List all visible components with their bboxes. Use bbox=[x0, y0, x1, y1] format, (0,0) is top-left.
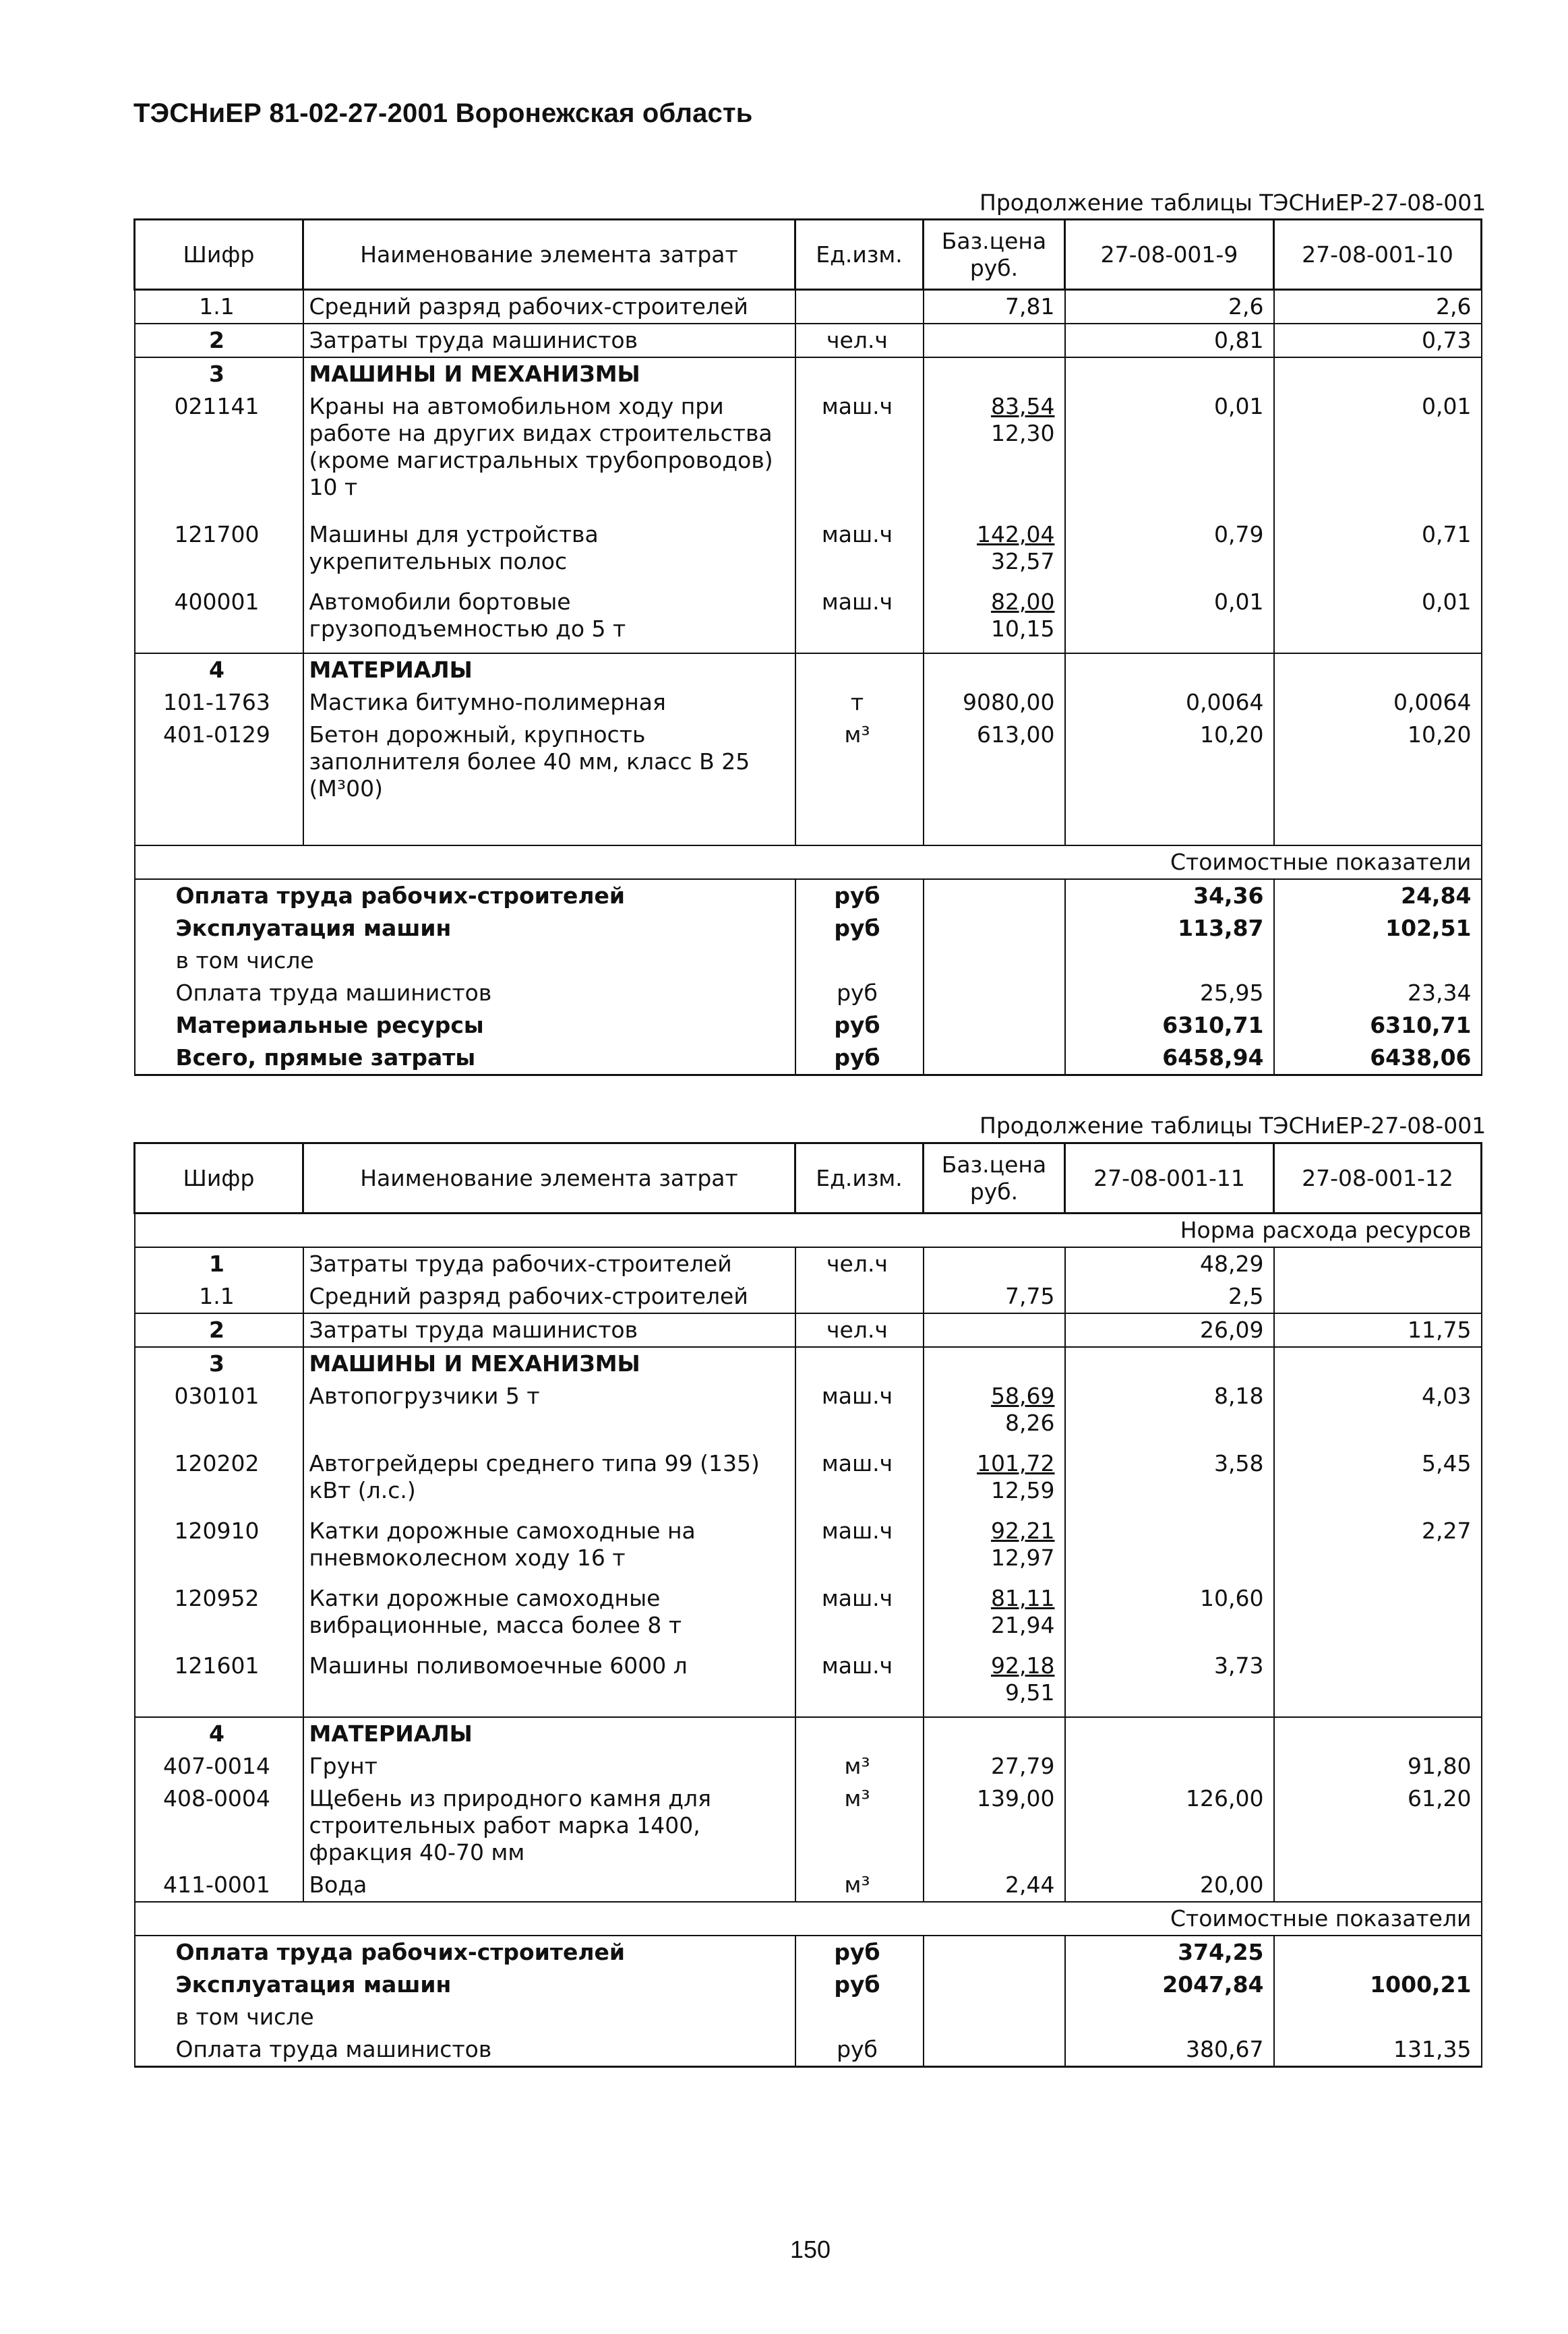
row-value-2: 0,71 bbox=[1274, 518, 1482, 586]
row-code: 3 bbox=[135, 357, 303, 390]
row-value-2 bbox=[1274, 1717, 1482, 1750]
row-name: Катки дорожные самоходные на пневмоколесном ходу 16 т bbox=[303, 1515, 795, 1582]
cost-label: Оплата труда рабочих-строителей bbox=[135, 1936, 795, 1969]
row-price bbox=[924, 1582, 1065, 1650]
cost-row bbox=[135, 2001, 1482, 2033]
price-value: 58,69 bbox=[991, 1383, 1055, 1409]
cost-empty bbox=[924, 1969, 1065, 2001]
cost-label: Эксплуатация машин bbox=[135, 1969, 795, 2001]
row-code: 121601 bbox=[135, 1650, 303, 1717]
cost-value-2: 6438,06 bbox=[1274, 1042, 1482, 1075]
spacer-cell bbox=[135, 805, 303, 845]
col-header-name: Наименование элемента затрат bbox=[303, 220, 795, 290]
cost-label: Всего, прямые затраты bbox=[135, 1042, 795, 1075]
row-unit: маш.ч bbox=[795, 1447, 924, 1515]
row-name: Средний разряд рабочих-строителей bbox=[303, 1280, 795, 1313]
table-row bbox=[135, 324, 1482, 357]
row-value-1: 0,0064 bbox=[1065, 686, 1274, 719]
row-unit bbox=[795, 357, 924, 390]
row-name: Средний разряд рабочих-строителей bbox=[303, 290, 795, 324]
cost-value-2 bbox=[1274, 1936, 1482, 1969]
row-name: Затраты труда рабочих-строителей bbox=[303, 1247, 795, 1280]
spacer-cell bbox=[924, 805, 1065, 845]
cost-unit: руб bbox=[795, 912, 924, 945]
row-code: 401-0129 bbox=[135, 719, 303, 805]
row-price bbox=[924, 1650, 1065, 1717]
row-unit bbox=[795, 1347, 924, 1380]
row-unit: маш.ч bbox=[795, 1380, 924, 1447]
document-title: ТЭСНиЕР 81-02-27-2001 Воронежская область bbox=[133, 98, 753, 128]
row-name: Автопогрузчики 5 т bbox=[303, 1380, 795, 1447]
table-row bbox=[135, 1783, 1482, 1869]
row-unit: чел.ч bbox=[795, 1313, 924, 1347]
row-code: 411-0001 bbox=[135, 1869, 303, 1902]
table-row bbox=[135, 653, 1482, 686]
table-row bbox=[135, 586, 1482, 653]
table-row bbox=[135, 1750, 1482, 1783]
price-value: 613,00 bbox=[977, 721, 1055, 748]
table-row bbox=[135, 1347, 1482, 1380]
row-code: 4 bbox=[135, 653, 303, 686]
cost-row bbox=[135, 2033, 1482, 2067]
table-row bbox=[135, 686, 1482, 719]
row-unit: маш.ч bbox=[795, 1582, 924, 1650]
row-code: 120202 bbox=[135, 1447, 303, 1515]
table-row bbox=[135, 518, 1482, 586]
row-name: Затраты труда машинистов bbox=[303, 324, 795, 357]
col-header-unit: Ед.изм. bbox=[795, 220, 924, 290]
row-value-1: 2,5 bbox=[1065, 1280, 1274, 1313]
row-price bbox=[924, 1783, 1065, 1869]
row-value-1: 48,29 bbox=[1065, 1247, 1274, 1280]
price-value: 7,75 bbox=[1005, 1283, 1055, 1309]
cost-label: Оплата труда машинистов bbox=[135, 977, 795, 1009]
table-row bbox=[135, 1869, 1482, 1902]
row-name: Грунт bbox=[303, 1750, 795, 1783]
price-value: 81,11 bbox=[991, 1585, 1055, 1611]
row-value-2: 5,45 bbox=[1274, 1447, 1482, 1515]
col-header-price: Баз.цена руб. bbox=[924, 220, 1065, 290]
row-price bbox=[924, 1347, 1065, 1380]
row-code: 408-0004 bbox=[135, 1783, 303, 1869]
row-price bbox=[924, 1750, 1065, 1783]
row-price bbox=[924, 290, 1065, 324]
cost-empty bbox=[924, 977, 1065, 1009]
price-machinist-value: 9,51 bbox=[1005, 1679, 1055, 1706]
cost-value-2: 131,35 bbox=[1274, 2033, 1482, 2067]
row-value-1 bbox=[1065, 1750, 1274, 1783]
row-price bbox=[924, 653, 1065, 686]
table-row bbox=[135, 357, 1482, 390]
row-unit bbox=[795, 653, 924, 686]
price-machinist-value: 21,94 bbox=[991, 1612, 1055, 1638]
price-machinist-value: 8,26 bbox=[1005, 1410, 1055, 1436]
cost-value-2 bbox=[1274, 2001, 1482, 2033]
row-value-1 bbox=[1065, 1717, 1274, 1750]
row-value-1: 3,73 bbox=[1065, 1650, 1274, 1717]
cost-value-2: 6310,71 bbox=[1274, 1009, 1482, 1042]
spacer-cell bbox=[303, 805, 795, 845]
row-price bbox=[924, 1717, 1065, 1750]
row-unit: м³ bbox=[795, 1750, 924, 1783]
table1-body bbox=[135, 290, 1482, 1075]
cost-unit bbox=[795, 2001, 924, 2033]
row-value-2 bbox=[1274, 1280, 1482, 1313]
row-value-1: 10,60 bbox=[1065, 1582, 1274, 1650]
cost-header: Стоимостные показатели bbox=[135, 845, 1482, 879]
row-unit: маш.ч bbox=[795, 518, 924, 586]
row-value-1: 10,20 bbox=[1065, 719, 1274, 805]
cost-empty bbox=[924, 912, 1065, 945]
row-name: Вода bbox=[303, 1869, 795, 1902]
row-value-2: 4,03 bbox=[1274, 1380, 1482, 1447]
row-value-1: 3,58 bbox=[1065, 1447, 1274, 1515]
cost-value-1: 6458,94 bbox=[1065, 1042, 1274, 1075]
row-code: 021141 bbox=[135, 390, 303, 518]
row-unit: т bbox=[795, 686, 924, 719]
table2-body bbox=[135, 1214, 1482, 2067]
row-name: МАШИНЫ И МЕХАНИЗМЫ bbox=[303, 357, 795, 390]
cost-value-1: 2047,84 bbox=[1065, 1969, 1274, 2001]
row-value-1 bbox=[1065, 653, 1274, 686]
row-code: 2 bbox=[135, 1313, 303, 1347]
table-row bbox=[135, 290, 1482, 324]
cost-label: Материальные ресурсы bbox=[135, 1009, 795, 1042]
row-value-2: 0,0064 bbox=[1274, 686, 1482, 719]
cost-unit: руб bbox=[795, 1009, 924, 1042]
price-machinist-value: 32,57 bbox=[991, 548, 1055, 574]
price-value: 82,00 bbox=[991, 589, 1055, 615]
price-machinist-value: 10,15 bbox=[991, 616, 1055, 642]
row-value-1: 20,00 bbox=[1065, 1869, 1274, 1902]
row-value-2 bbox=[1274, 653, 1482, 686]
cost-row bbox=[135, 1969, 1482, 2001]
cost-label: Оплата труда рабочих-строителей bbox=[135, 879, 795, 912]
cost-row bbox=[135, 977, 1482, 1009]
row-value-2: 0,01 bbox=[1274, 586, 1482, 653]
row-price bbox=[924, 1280, 1065, 1313]
spacer-cell bbox=[795, 805, 924, 845]
row-value-2: 10,20 bbox=[1274, 719, 1482, 805]
table2-caption: Продолжение таблицы ТЭСНиЕР-27-08-001 bbox=[979, 1112, 1486, 1139]
row-unit: м³ bbox=[795, 1869, 924, 1902]
row-unit bbox=[795, 1280, 924, 1313]
table-row bbox=[135, 1717, 1482, 1750]
row-code: 407-0014 bbox=[135, 1750, 303, 1783]
col-header-name: Наименование элемента затрат bbox=[303, 1143, 795, 1214]
cost-unit: руб bbox=[795, 879, 924, 912]
row-price bbox=[924, 1515, 1065, 1582]
row-name: Мастика битумно-полимерная bbox=[303, 686, 795, 719]
price-machinist-value: 12,59 bbox=[991, 1477, 1055, 1503]
row-unit bbox=[795, 1717, 924, 1750]
cost-value-2: 102,51 bbox=[1274, 912, 1482, 945]
row-code: 120952 bbox=[135, 1582, 303, 1650]
cost-label: Оплата труда машинистов bbox=[135, 2033, 795, 2067]
col-header-code: Шифр bbox=[135, 220, 303, 290]
cost-value-1: 6310,71 bbox=[1065, 1009, 1274, 1042]
cost-row bbox=[135, 1936, 1482, 1969]
row-unit: чел.ч bbox=[795, 1247, 924, 1280]
cost-empty bbox=[924, 2033, 1065, 2067]
row-price bbox=[924, 1247, 1065, 1280]
row-name: МАТЕРИАЛЫ bbox=[303, 1717, 795, 1750]
cost-unit: руб bbox=[795, 977, 924, 1009]
cost-row bbox=[135, 1009, 1482, 1042]
cost-value-1: 113,87 bbox=[1065, 912, 1274, 945]
row-value-2: 11,75 bbox=[1274, 1313, 1482, 1347]
cost-value-2: 1000,21 bbox=[1274, 1969, 1482, 2001]
row-value-1: 0,79 bbox=[1065, 518, 1274, 586]
row-unit: маш.ч bbox=[795, 390, 924, 518]
row-value-2: 2,27 bbox=[1274, 1515, 1482, 1582]
row-price bbox=[924, 1447, 1065, 1515]
table-row bbox=[135, 1515, 1482, 1582]
row-name: Катки дорожные самоходные вибрационные, масса более 8 т bbox=[303, 1582, 795, 1650]
row-value-2 bbox=[1274, 1347, 1482, 1380]
row-code: 2 bbox=[135, 324, 303, 357]
price-machinist-value: 12,30 bbox=[991, 420, 1055, 446]
row-code: 030101 bbox=[135, 1380, 303, 1447]
row-name: Затраты труда машинистов bbox=[303, 1313, 795, 1347]
price-value: 2,44 bbox=[1005, 1872, 1055, 1898]
spacer-cell bbox=[1274, 805, 1482, 845]
row-value-1: 0,01 bbox=[1065, 586, 1274, 653]
table-row bbox=[135, 390, 1482, 518]
cost-unit: руб bbox=[795, 1042, 924, 1075]
cost-value-2 bbox=[1274, 945, 1482, 977]
row-name: МАШИНЫ И МЕХАНИЗМЫ bbox=[303, 1347, 795, 1380]
cost-value-1 bbox=[1065, 945, 1274, 977]
cost-header: Стоимостные показатели bbox=[135, 1902, 1482, 1936]
row-unit: маш.ч bbox=[795, 1515, 924, 1582]
cost-label: в том числе bbox=[135, 2001, 795, 2033]
table-row bbox=[135, 1280, 1482, 1313]
row-value-1: 0,01 bbox=[1065, 390, 1274, 518]
row-code: 400001 bbox=[135, 586, 303, 653]
row-code: 1.1 bbox=[135, 1280, 303, 1313]
row-code: 1.1 bbox=[135, 290, 303, 324]
cost-value-2: 23,34 bbox=[1274, 977, 1482, 1009]
cost-unit: руб bbox=[795, 1936, 924, 1969]
row-price bbox=[924, 324, 1065, 357]
row-price bbox=[924, 390, 1065, 518]
spacer-cell bbox=[1065, 805, 1274, 845]
cost-unit: руб bbox=[795, 2033, 924, 2067]
cost-empty bbox=[924, 945, 1065, 977]
col-header-price: Баз.цена руб. bbox=[924, 1143, 1065, 1214]
cost-empty bbox=[924, 2001, 1065, 2033]
norm-header: Норма расхода ресурсов bbox=[135, 1214, 1482, 1248]
row-code: 1 bbox=[135, 1247, 303, 1280]
row-value-1: 8,18 bbox=[1065, 1380, 1274, 1447]
row-code: 120910 bbox=[135, 1515, 303, 1582]
row-name: Машины поливомоечные 6000 л bbox=[303, 1650, 795, 1717]
row-value-2: 91,80 bbox=[1274, 1750, 1482, 1783]
cost-row bbox=[135, 945, 1482, 977]
cost-empty bbox=[924, 1936, 1065, 1969]
row-price bbox=[924, 1869, 1065, 1902]
row-value-2 bbox=[1274, 1582, 1482, 1650]
cost-empty bbox=[924, 1009, 1065, 1042]
row-value-2: 0,01 bbox=[1274, 390, 1482, 518]
row-value-1: 0,81 bbox=[1065, 324, 1274, 357]
price-value: 92,21 bbox=[991, 1518, 1055, 1544]
row-value-2 bbox=[1274, 1650, 1482, 1717]
col-header-variant-2: 27-08-001-10 bbox=[1274, 220, 1482, 290]
cost-unit bbox=[795, 945, 924, 977]
table-row bbox=[135, 1313, 1482, 1347]
row-value-2: 2,6 bbox=[1274, 290, 1482, 324]
row-code: 3 bbox=[135, 1347, 303, 1380]
table-row bbox=[135, 1582, 1482, 1650]
resource-table-1 bbox=[133, 218, 1482, 1076]
cost-value-1: 374,25 bbox=[1065, 1936, 1274, 1969]
row-unit: чел.ч bbox=[795, 324, 924, 357]
row-value-2 bbox=[1274, 357, 1482, 390]
col-header-variant-1: 27-08-001-11 bbox=[1065, 1143, 1274, 1214]
cost-value-1 bbox=[1065, 2001, 1274, 2033]
row-value-2: 61,20 bbox=[1274, 1783, 1482, 1869]
row-value-1 bbox=[1065, 357, 1274, 390]
row-value-1 bbox=[1065, 1347, 1274, 1380]
row-name: Бетон дорожный, крупность заполнителя более 40 мм, класс В 25 (М³00) bbox=[303, 719, 795, 805]
cost-value-1: 25,95 bbox=[1065, 977, 1274, 1009]
row-unit bbox=[795, 290, 924, 324]
col-header-variant-1: 27-08-001-9 bbox=[1065, 220, 1274, 290]
price-value: 7,81 bbox=[1005, 293, 1055, 320]
price-value: 142,04 bbox=[977, 521, 1055, 547]
row-value-1: 2,6 bbox=[1065, 290, 1274, 324]
row-code: 4 bbox=[135, 1717, 303, 1750]
row-unit: м³ bbox=[795, 719, 924, 805]
row-value-2 bbox=[1274, 1869, 1482, 1902]
row-price bbox=[924, 1313, 1065, 1347]
row-price bbox=[924, 719, 1065, 805]
page-number: 150 bbox=[790, 2236, 831, 2263]
row-price bbox=[924, 686, 1065, 719]
cost-value-2: 24,84 bbox=[1274, 879, 1482, 912]
price-value: 139,00 bbox=[977, 1785, 1055, 1812]
row-name: Краны на автомобильном ходу при работе на других видах строительства (кроме магистральных трубопроводов) 10 т bbox=[303, 390, 795, 518]
price-machinist-value: 12,97 bbox=[991, 1545, 1055, 1571]
cost-label: Эксплуатация машин bbox=[135, 912, 795, 945]
col-header-code: Шифр bbox=[135, 1143, 303, 1214]
table-row bbox=[135, 1650, 1482, 1717]
row-name: Щебень из природного камня для строительных работ марка 1400, фракция 40-70 мм bbox=[303, 1783, 795, 1869]
table-row bbox=[135, 719, 1482, 805]
cost-row bbox=[135, 1042, 1482, 1075]
table-row bbox=[135, 1380, 1482, 1447]
row-name: Автомобили бортовые грузоподъемностью до 5 т bbox=[303, 586, 795, 653]
row-price bbox=[924, 1380, 1065, 1447]
table1-caption: Продолжение таблицы ТЭСНиЕР-27-08-001 bbox=[979, 189, 1486, 216]
row-name: Автогрейдеры среднего типа 99 (135) кВт (л.с.) bbox=[303, 1447, 795, 1515]
row-code: 101-1763 bbox=[135, 686, 303, 719]
cost-row bbox=[135, 912, 1482, 945]
row-unit: м³ bbox=[795, 1783, 924, 1869]
row-value-2 bbox=[1274, 1247, 1482, 1280]
cost-value-1: 34,36 bbox=[1065, 879, 1274, 912]
row-value-1: 26,09 bbox=[1065, 1313, 1274, 1347]
row-value-2: 0,73 bbox=[1274, 324, 1482, 357]
row-unit: маш.ч bbox=[795, 1650, 924, 1717]
col-header-variant-2: 27-08-001-12 bbox=[1274, 1143, 1482, 1214]
row-value-1: 126,00 bbox=[1065, 1783, 1274, 1869]
row-price bbox=[924, 518, 1065, 586]
price-value: 101,72 bbox=[977, 1450, 1055, 1476]
row-unit: маш.ч bbox=[795, 586, 924, 653]
price-value: 27,79 bbox=[991, 1753, 1055, 1779]
table-row bbox=[135, 1447, 1482, 1515]
price-value: 9080,00 bbox=[963, 689, 1055, 715]
price-value: 92,18 bbox=[991, 1652, 1055, 1679]
cost-unit: руб bbox=[795, 1969, 924, 2001]
price-value: 83,54 bbox=[991, 393, 1055, 419]
cost-value-1: 380,67 bbox=[1065, 2033, 1274, 2067]
cost-row bbox=[135, 879, 1482, 912]
row-name: МАТЕРИАЛЫ bbox=[303, 653, 795, 686]
resource-table-2 bbox=[133, 1142, 1482, 2068]
table-row bbox=[135, 1247, 1482, 1280]
row-price bbox=[924, 357, 1065, 390]
cost-empty bbox=[924, 1042, 1065, 1075]
col-header-unit: Ед.изм. bbox=[795, 1143, 924, 1214]
cost-label: в том числе bbox=[135, 945, 795, 977]
row-price bbox=[924, 586, 1065, 653]
row-code: 121700 bbox=[135, 518, 303, 586]
row-value-1 bbox=[1065, 1515, 1274, 1582]
cost-empty bbox=[924, 879, 1065, 912]
row-name: Машины для устройства укрепительных полос bbox=[303, 518, 795, 586]
